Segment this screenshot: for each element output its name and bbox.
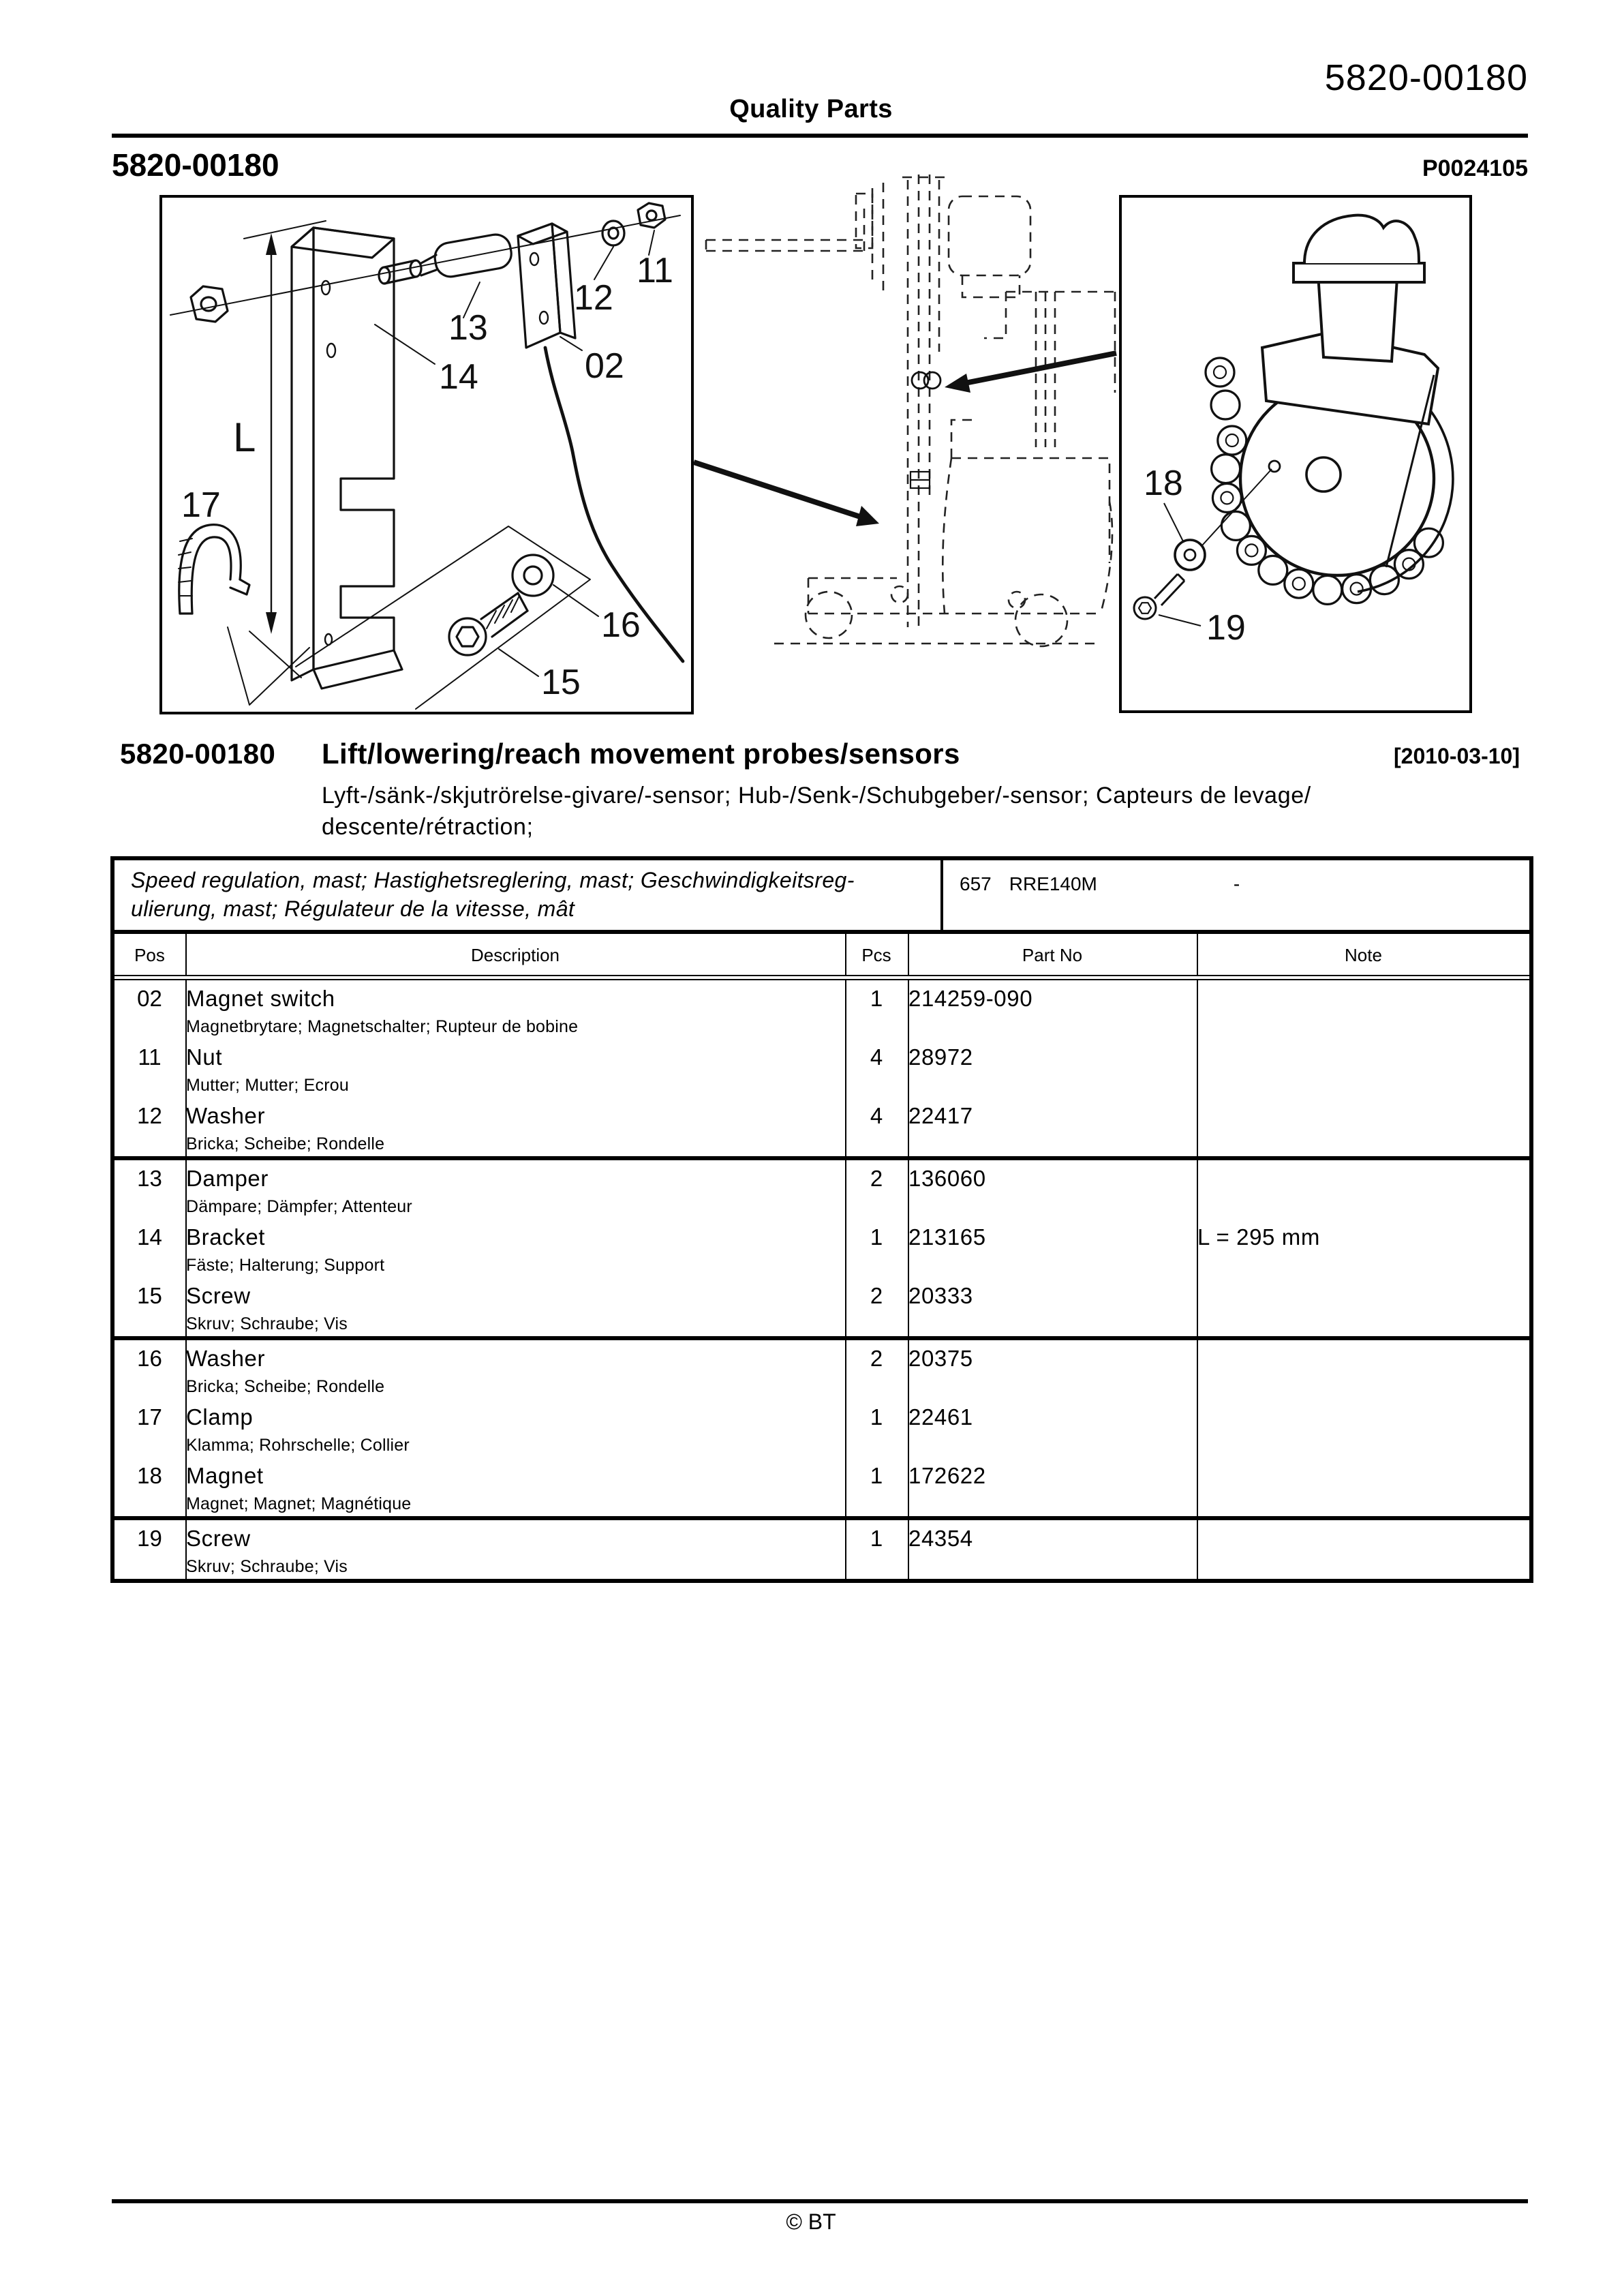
model-code: 657 bbox=[960, 873, 992, 894]
col-header-pcs: Pcs bbox=[845, 934, 908, 978]
part-label-11: 11 bbox=[637, 251, 673, 290]
cell-description bbox=[185, 1518, 845, 1579]
forklift-location-sketch bbox=[692, 161, 1119, 727]
cell-description bbox=[185, 1158, 845, 1219]
description-main: Screw bbox=[186, 1284, 251, 1309]
section-number: 5820-00180 bbox=[120, 739, 276, 770]
location-arrow-upper bbox=[945, 353, 1116, 393]
part-label-18: 18 bbox=[1144, 464, 1183, 503]
table-row bbox=[114, 1098, 1529, 1158]
cell-pos: 15 bbox=[137, 1284, 162, 1309]
description-translations: Klamma; Rohrschelle; Collier bbox=[186, 1436, 410, 1455]
exploded-view-drawing bbox=[162, 198, 691, 712]
description-translations: Bricka; Scheibe; Rondelle bbox=[186, 1134, 385, 1153]
part-label-17: 17 bbox=[181, 485, 221, 525]
cell-pos: 14 bbox=[137, 1226, 162, 1250]
cell-part-no: 22461 bbox=[908, 1399, 1197, 1457]
description-main: Screw bbox=[186, 1527, 251, 1552]
cell-part-no: 136060 bbox=[908, 1158, 1197, 1219]
cell-pcs: 2 bbox=[845, 1338, 908, 1399]
subtitle-line-1: Lyft-/sänk-/skjutrörelse-givare/-sensor; Hub-/Senk-/Schubgeber/-sensor; Capteurs de levage/ bbox=[322, 783, 1311, 809]
clamp-17-drawing bbox=[179, 525, 309, 705]
table-row bbox=[114, 1518, 1529, 1579]
cell-note bbox=[1197, 1399, 1529, 1457]
cell-pos: 12 bbox=[137, 1104, 162, 1129]
cell-note bbox=[1197, 1098, 1529, 1158]
chain-sheave-drawing bbox=[1122, 198, 1469, 710]
cell-part-no: 213165 bbox=[908, 1219, 1197, 1278]
section-title: Lift/lowering/reach movement probes/sensors bbox=[322, 739, 960, 770]
description-translations: Skruv; Schraube; Vis bbox=[186, 1314, 348, 1333]
description-translations: Magnet; Magnet; Magnétique bbox=[186, 1494, 412, 1513]
description-main: Nut bbox=[186, 1046, 223, 1070]
magnet-18-drawing bbox=[1175, 540, 1205, 570]
cell-note bbox=[1197, 978, 1529, 1039]
col-header-part-no: Part No bbox=[908, 934, 1197, 978]
cell-pcs: 2 bbox=[845, 1278, 908, 1338]
table-row bbox=[114, 1039, 1529, 1098]
table-spec-header bbox=[114, 860, 1529, 934]
row-group bbox=[114, 1338, 1529, 1518]
cell-description bbox=[185, 1098, 845, 1158]
cell-pcs: 1 bbox=[845, 1457, 908, 1518]
cell-note: L = 295 mm bbox=[1197, 1219, 1529, 1278]
description-translations: Magnetbrytare; Magnetschalter; Rupteur de bobine bbox=[186, 1017, 579, 1036]
table-row bbox=[114, 1399, 1529, 1457]
dimension-label-L: L bbox=[233, 414, 256, 460]
cell-pos: 02 bbox=[137, 987, 162, 1012]
cell-pos: 13 bbox=[137, 1167, 162, 1192]
cell-part-no: 20375 bbox=[908, 1338, 1197, 1399]
chain-anchor-detail bbox=[911, 372, 940, 488]
header-rule bbox=[112, 134, 1528, 138]
washer-12-drawing bbox=[602, 221, 624, 245]
parts-table bbox=[110, 856, 1533, 1583]
part-label-19: 19 bbox=[1206, 608, 1246, 648]
cell-pos: 19 bbox=[137, 1527, 162, 1552]
description-main: Washer bbox=[186, 1347, 266, 1372]
parts-table-grid bbox=[114, 934, 1529, 1579]
cell-part-no: 22417 bbox=[908, 1098, 1197, 1158]
model-name: RRE140M bbox=[1009, 873, 1097, 894]
page-header-title: Quality Parts bbox=[729, 95, 893, 124]
part-label-14: 14 bbox=[439, 357, 478, 397]
cell-pos: 11 bbox=[138, 1046, 162, 1070]
table-row bbox=[114, 1457, 1529, 1518]
cell-part-no: 172622 bbox=[908, 1457, 1197, 1518]
cell-note bbox=[1197, 1158, 1529, 1219]
description-main: Clamp bbox=[186, 1406, 254, 1430]
chain-sheave-box bbox=[1119, 195, 1472, 713]
model-cell bbox=[940, 860, 1529, 930]
table-row bbox=[114, 1278, 1529, 1338]
image-reference: P0024105 bbox=[1422, 155, 1528, 181]
doc-number: 5820-00180 bbox=[112, 147, 279, 183]
part-label-02: 02 bbox=[585, 346, 624, 386]
description-translations: Mutter; Mutter; Ecrou bbox=[186, 1076, 349, 1095]
cell-pcs: 4 bbox=[845, 1098, 908, 1158]
description-main: Magnet switch bbox=[186, 987, 335, 1012]
cell-description bbox=[185, 1399, 845, 1457]
cell-part-no: 28972 bbox=[908, 1039, 1197, 1098]
cell-pcs: 4 bbox=[845, 1039, 908, 1098]
cell-note bbox=[1197, 1518, 1529, 1579]
description-translations: Dämpare; Dämpfer; Attenteur bbox=[186, 1197, 412, 1216]
nut-11-drawing bbox=[638, 203, 665, 228]
cell-note bbox=[1197, 1039, 1529, 1098]
cell-pos: 16 bbox=[137, 1347, 162, 1372]
table-row bbox=[114, 1219, 1529, 1278]
spec-description bbox=[114, 860, 940, 930]
spec-line-1: Speed regulation, mast; Hastighetsreglering, mast; Geschwindigkeitsreg- bbox=[131, 870, 855, 893]
part-label-12: 12 bbox=[574, 278, 613, 318]
bracket-14-drawing bbox=[292, 228, 402, 689]
cell-note bbox=[1197, 1278, 1529, 1338]
description-main: Washer bbox=[186, 1104, 266, 1129]
part-label-15: 15 bbox=[541, 663, 581, 702]
damper-13-drawing bbox=[379, 232, 514, 284]
table-row bbox=[114, 1158, 1529, 1219]
cell-description bbox=[185, 978, 845, 1039]
cell-part-no: 20333 bbox=[908, 1278, 1197, 1338]
cell-description bbox=[185, 1219, 845, 1278]
cell-pcs: 1 bbox=[845, 978, 908, 1039]
location-arrow-lower bbox=[694, 462, 879, 526]
description-main: Magnet bbox=[186, 1464, 264, 1489]
table-header-row bbox=[114, 934, 1529, 978]
cell-pos: 18 bbox=[137, 1464, 162, 1489]
description-main: Damper bbox=[186, 1167, 269, 1192]
screw-15-drawing bbox=[449, 593, 527, 655]
cell-note bbox=[1197, 1457, 1529, 1518]
description-translations: Bricka; Scheibe; Rondelle bbox=[186, 1377, 385, 1396]
row-group bbox=[114, 1158, 1529, 1338]
header-doc-number: 5820-00180 bbox=[1324, 57, 1528, 98]
part-label-16: 16 bbox=[601, 605, 641, 645]
cell-pos: 17 bbox=[137, 1406, 162, 1430]
cell-description bbox=[185, 1338, 845, 1399]
table-row bbox=[114, 1338, 1529, 1399]
section-date: [2010-03-10] bbox=[1394, 746, 1520, 769]
section-subtitle bbox=[322, 780, 1311, 843]
screw-19-drawing bbox=[1134, 574, 1184, 619]
subtitle-line-2: descente/rétraction; bbox=[322, 814, 534, 840]
description-main: Bracket bbox=[186, 1226, 266, 1250]
description-translations: Fäste; Halterung; Support bbox=[186, 1256, 385, 1275]
cell-description bbox=[185, 1039, 845, 1098]
part-label-13: 13 bbox=[448, 308, 488, 348]
cell-description bbox=[185, 1278, 845, 1338]
col-header-description: Description bbox=[185, 934, 845, 978]
exploded-view-box bbox=[159, 195, 694, 714]
cell-note bbox=[1197, 1338, 1529, 1399]
cell-description bbox=[185, 1457, 845, 1518]
spec-line-2: ulierung, mast; Régulateur de la vitesse, mât bbox=[131, 898, 575, 922]
cell-pcs: 1 bbox=[845, 1219, 908, 1278]
col-header-pos: Pos bbox=[114, 934, 185, 978]
cell-part-no: 24354 bbox=[908, 1518, 1197, 1579]
footer-rule bbox=[112, 2199, 1528, 2203]
footer-copyright: © BT bbox=[786, 2211, 836, 2235]
cell-pcs: 1 bbox=[845, 1399, 908, 1457]
cell-pcs: 2 bbox=[845, 1158, 908, 1219]
cell-pcs: 1 bbox=[845, 1518, 908, 1579]
col-header-note: Note bbox=[1197, 934, 1529, 978]
model-note: - bbox=[1233, 873, 1240, 894]
row-group bbox=[114, 1518, 1529, 1579]
nut-drawing-left bbox=[191, 286, 228, 322]
cell-part-no: 214259-090 bbox=[908, 978, 1197, 1039]
row-group bbox=[114, 978, 1529, 1158]
washer-16-drawing bbox=[512, 555, 553, 596]
description-translations: Skruv; Schraube; Vis bbox=[186, 1557, 348, 1576]
table-row bbox=[114, 978, 1529, 1039]
